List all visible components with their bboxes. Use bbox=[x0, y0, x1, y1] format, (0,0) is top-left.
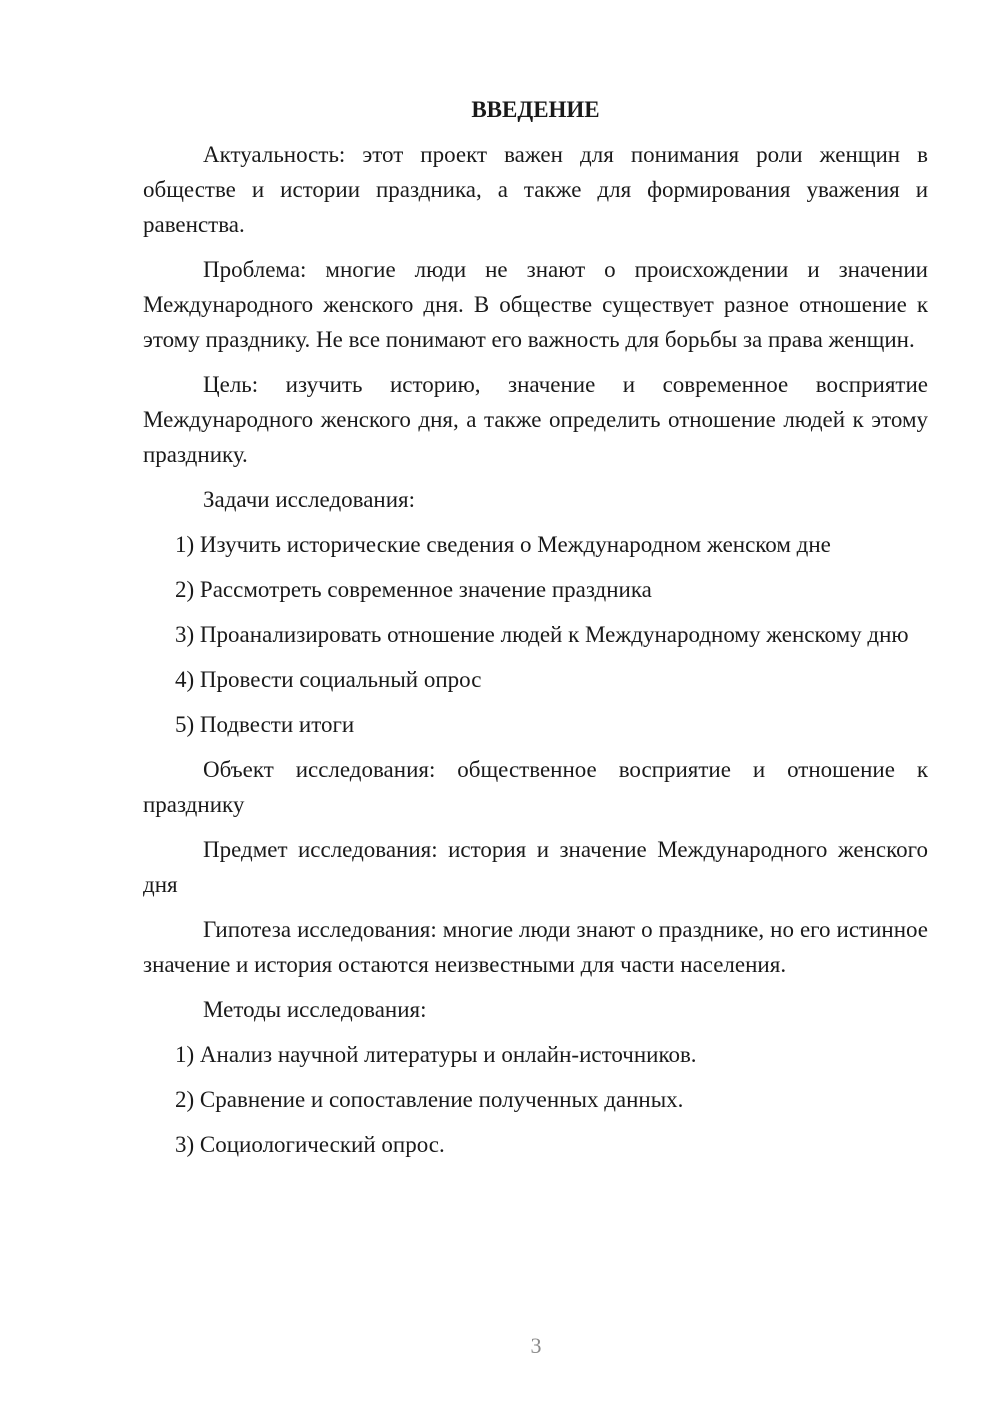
methods-heading: Методы исследования: bbox=[203, 997, 427, 1022]
paragraph-problem: Проблема: многие люди не знают о происхождении и значении Международного женского дня. В обществе существует разное отношение к этому празднику. Не все понимают его важность для борьбы за права женщин. bbox=[143, 257, 928, 352]
paragraph-object: Объект исследования: общественное восприятие и отношение к празднику bbox=[143, 757, 928, 817]
paragraph-goal: Цель: изучить историю, значение и современное восприятие Международного женского дня, а также определить отношение людей к этому празднику. bbox=[143, 372, 928, 467]
section-title: ВВЕДЕНИЕ bbox=[471, 97, 600, 122]
tasks-heading: Задачи исследования: bbox=[203, 487, 416, 512]
paragraph-hypothesis: Гипотеза исследования: многие люди знают о празднике, но его истинное значение и история остаются неизвестными для части населения. bbox=[143, 917, 928, 977]
page-number: 3 bbox=[530, 1333, 542, 1358]
method-item: 2) Сравнение и сопоставление полученных данных. bbox=[175, 1087, 684, 1112]
paragraph-subject: Предмет исследования: история и значение Международного женского дня bbox=[143, 837, 928, 897]
task-item: 3) Проанализировать отношение людей к Международному женскому дню bbox=[175, 622, 909, 647]
method-item: 3) Социологический опрос. bbox=[175, 1132, 445, 1157]
task-item: 5) Подвести итоги bbox=[175, 712, 355, 737]
method-item: 1) Анализ научной литературы и онлайн-источников. bbox=[175, 1042, 697, 1067]
task-item: 4) Провести социальный опрос bbox=[175, 667, 482, 692]
task-item: 2) Рассмотреть современное значение праздника bbox=[175, 577, 652, 602]
task-item: 1) Изучить исторические сведения о Международном женском дне bbox=[175, 532, 831, 557]
page-content bbox=[143, 92, 928, 1172]
paragraph-relevance: Актуальность: этот проект важен для понимания роли женщин в обществе и истории праздника, а также для формирования уважения и равенства. bbox=[143, 142, 928, 237]
